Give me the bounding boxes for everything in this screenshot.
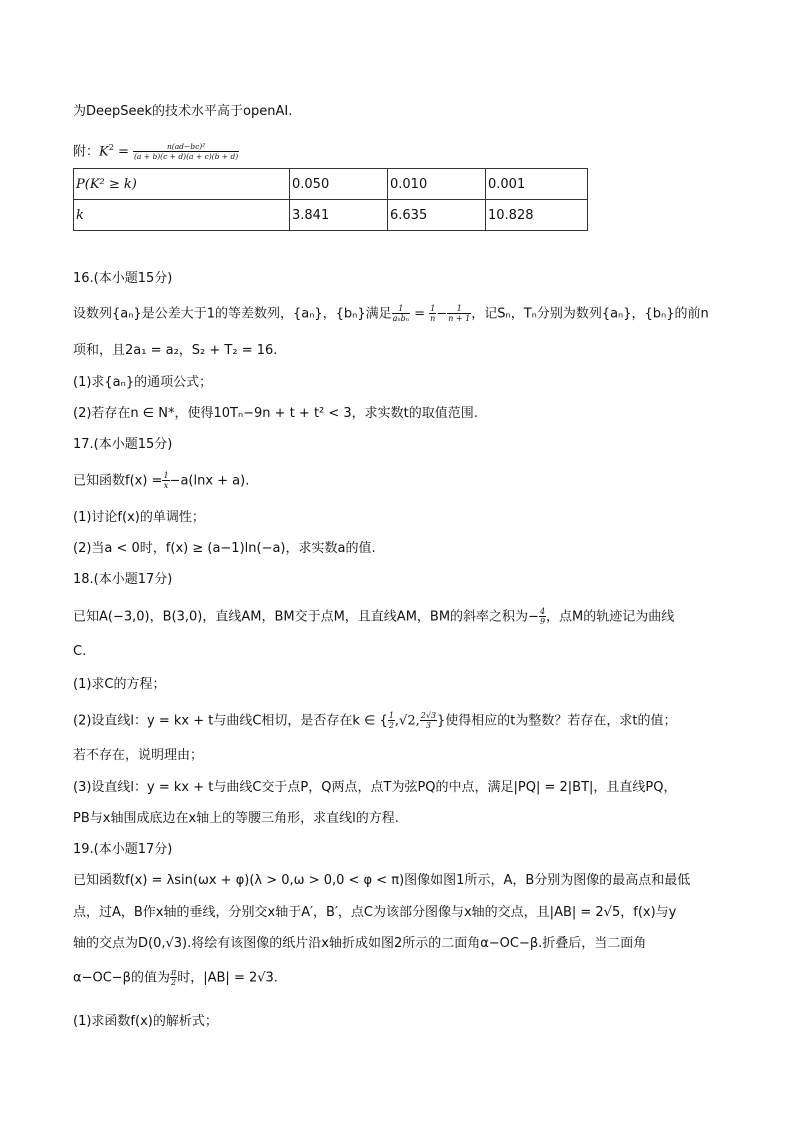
q16-frac2-den: n [430,314,436,323]
q16-part1: (1)求{aₙ}的通项公式； [73,375,213,390]
formula-numerator: n(ad−bc)² [133,143,239,152]
table-cell: 0.050 [290,169,388,200]
q16-frac3-num: 1 [447,305,471,314]
q16-line1b: ，记Sₙ，Tₙ分别为数列{aₙ}，{bₙ}的前n [471,306,709,322]
q18-set-frac1 [388,712,395,730]
table-cell: P(K² ≥ k) [74,169,290,200]
q19-line3: 轴的交点为D(0,√3).将绘有该图像的纸片沿x轴折成如图2所示的二面角α−OC−β.折叠后，当二面角 [73,936,647,951]
table-cell: 0.010 [388,169,486,200]
q19-part1: (1)求函数f(x)的解析式； [73,1014,218,1029]
table-cell: k [74,200,290,231]
table-row [74,169,588,200]
q16-line2: 项和，且2a₁ = a₂，S₂ + T₂ = 16. [73,343,278,358]
formula-lhs: K [99,144,109,160]
q19-header: 19.(本小题17分) [73,842,173,857]
q16-line1a: 设数列{aₙ}是公差大于1的等差数列，{aₙ}，{bₙ}满足 [73,306,392,322]
q17-frac-den: x [163,481,169,490]
q17-line1 [73,472,249,491]
q16-minus: − [436,306,448,322]
q17-frac [162,472,169,490]
q16-frac1-den: aₙbₙ [392,314,409,323]
table-cell: 3.841 [290,200,388,231]
q18-part2a: (2)设直线l：y = kx + t与曲线C相切，是否存在k ∈ { [73,713,388,729]
critical-value-table [73,168,588,231]
q18-part2b: }使得相应的t为整数？若存在，求t的值； [437,713,677,729]
q18-frac [539,608,546,626]
q17-part2: (2)当a < 0时，f(x) ≥ (a−1)ln(−a)，求实数a的值. [73,541,376,556]
q18-line1a: 已知A(−3,0)，B(3,0)，直线AM，BM交于点M，且直线AM，BM的斜率之积为− [73,609,539,625]
q16-header: 16.(本小题15分) [73,271,173,286]
q18-part1: (1)求C的方程； [73,677,166,692]
q18-part2 [73,712,677,731]
table-cell: 6.635 [388,200,486,231]
formula-fraction [133,143,239,160]
q16-frac3-den: n + 1 [448,314,471,323]
q16-frac1 [392,305,410,323]
table-row [74,200,588,231]
q18-line2: C. [73,644,87,659]
q18-part2c: 若不存在，说明理由； [73,748,204,763]
q16-frac3 [447,305,471,323]
q18-set-mid: ,√2, [394,713,420,729]
q18-set-frac2-num: 2√3 [420,711,437,720]
q18-set-frac2 [420,712,437,730]
q18-part3a: (3)设直线l：y = kx + t与曲线C交于点P，Q两点，点T为弦PQ的中点，满足|PQ| = 2|BT|，且直线PQ， [73,780,677,795]
q16-line1 [73,305,709,324]
formula-eq: = [113,144,133,160]
q18-line1 [73,608,674,627]
q19-line4 [73,969,278,988]
q19-line1: 已知函数f(x) = λsin(ωx + φ)(λ > 0,ω > 0,0 < φ < π)图像如图1所示，A，B分别为图像的最高点和最低 [73,873,691,888]
q18-header: 18.(本小题17分) [73,572,173,587]
q18-line1b: ，点M的轨迹记为曲线 [546,609,675,625]
intro-line: 为DeepSeek的技术水平高于openAI. [73,104,293,119]
appendix-label: 附： [73,144,100,160]
q16-frac2-num: 1 [430,304,436,313]
q19-line2: 点，过A，B作x轴的垂线，分别交x轴于A′，B′，点C为该部分图像与x轴的交点，且|AB| = 2√5，f(x)与y [73,905,677,920]
table-cell: 0.001 [486,169,588,200]
q18-set-frac1-num: 1 [388,711,394,720]
q18-part3b: PB与x轴围成底边在x轴上的等腰三角形，求直线l的方程. [73,811,399,826]
q16-frac1-num: 1 [392,305,410,314]
q19-frac-num: π [170,968,177,977]
q17-line1b: −a(lnx + a). [169,473,250,489]
q17-frac-num: 1 [163,471,169,480]
q17-header: 17.(本小题15分) [73,437,173,452]
table-cell: 10.828 [486,200,588,231]
q18-set-frac1-den: 2 [388,721,394,730]
formula-denominator: (a + b)(c + d)(a + c)(b + d) [134,151,239,161]
formula-exp: 2 [108,143,114,152]
q17-line1a: 已知函数f(x) = [73,473,163,489]
q17-part1: (1)讨论f(x)的单调性； [73,510,205,525]
q19-line4a: α−OC−β的值为 [73,970,170,986]
q18-frac-den: 9 [539,617,546,626]
q16-part2: (2)若存在n ∈ N*，使得10Tₙ−9n + t + t² < 3，求实数t的取值范围. [73,406,478,421]
q18-set-frac2-den: 3 [425,721,431,730]
q19-frac-den: 2 [171,978,177,987]
appendix-formula [73,139,239,161]
q19-line4b: 时，|AB| = 2√3. [177,970,278,986]
q16-eq: = [410,306,430,322]
q18-frac-num: 4 [539,607,546,616]
